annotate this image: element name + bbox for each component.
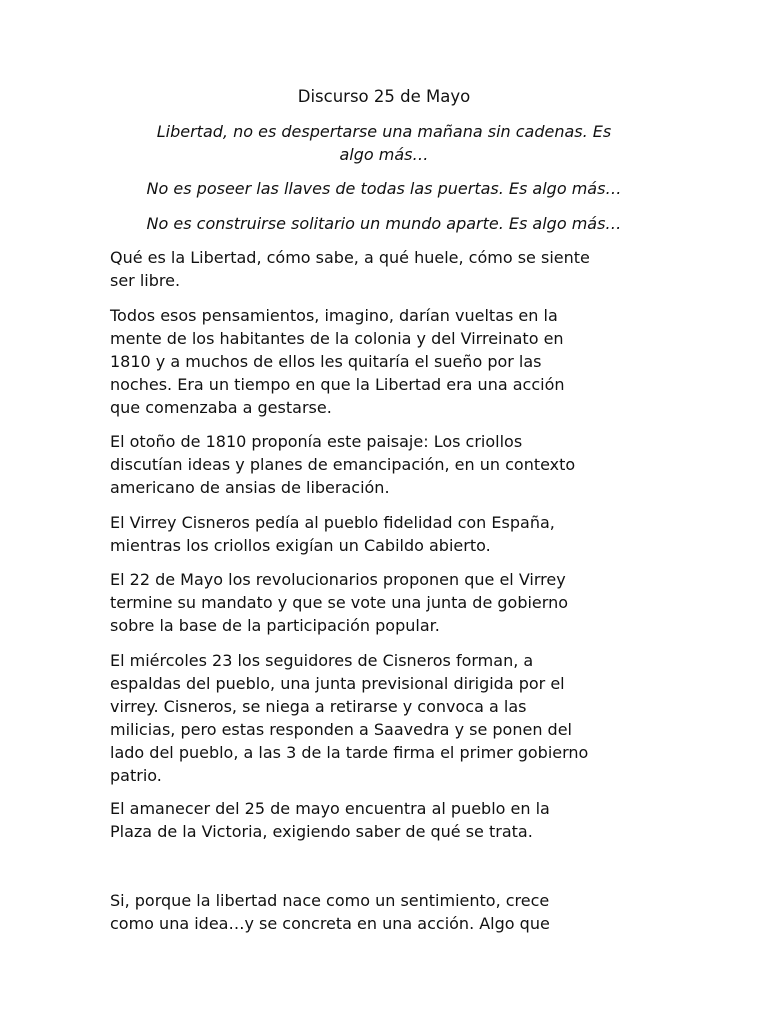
epigraph-paragraph-2 (108, 177, 660, 200)
text-line: discutían ideas y planes de emancipación, en un contexto (110, 455, 576, 474)
text-line: que comenzaba a gestarse. (110, 398, 332, 417)
text-line: No es poseer las llaves de todas las puertas. Es algo más… (146, 179, 622, 198)
epigraph-paragraph-3 (108, 212, 660, 235)
text-line: Todos esos pensamientos, imagino, darían vueltas en la (110, 306, 558, 325)
text-line: Qué es la Libertad, cómo sabe, a qué huele, cómo se siente (110, 248, 590, 267)
text-line: El miércoles 23 los seguidores de Cisneros forman, a (110, 651, 534, 670)
document-title: Discurso 25 de Mayo (297, 87, 471, 106)
body-paragraph-4 (110, 511, 660, 557)
body-paragraph-5 (110, 568, 660, 637)
text-line: americano de ansias de liberación. (110, 478, 390, 497)
body-paragraph-3 (110, 430, 660, 499)
body-paragraph-6 (110, 649, 660, 787)
body-paragraph-2 (110, 304, 660, 419)
epigraph-paragraph-1 (108, 120, 660, 166)
text-line: noches. Era un tiempo en que la Libertad era una acción (110, 375, 565, 394)
text-line: sobre la base de la participación popular. (110, 616, 440, 635)
text-line: El amanecer del 25 de mayo encuentra al pueblo en la (110, 799, 550, 818)
text-line: como una idea…y se concreta en una acción. Algo que (110, 914, 550, 933)
text-line: 1810 y a muchos de ellos les quitaría el sueño por las (110, 352, 542, 371)
body-paragraph-1 (110, 246, 660, 292)
text-line: Libertad, no es despertarse una mañana sin cadenas. Es (156, 122, 612, 141)
text-line: ser libre. (110, 271, 181, 290)
text-line: El 22 de Mayo los revolucionarios proponen que el Virrey (110, 570, 566, 589)
text-line: virrey. Cisneros, se niega a retirarse y convoca a las (110, 697, 527, 716)
text-line: Plaza de la Victoria, exigiendo saber de qué se trata. (110, 822, 533, 841)
body-paragraph-7 (110, 797, 660, 843)
text-line: termine su mandato y que se vote una junta de gobierno (110, 593, 568, 612)
text-line: lado del pueblo, a las 3 de la tarde firma el primer gobierno (110, 743, 589, 762)
text-line: El otoño de 1810 proponía este paisaje: Los criollos (110, 432, 523, 451)
body-paragraph-8 (110, 889, 660, 935)
text-line: No es construirse solitario un mundo aparte. Es algo más… (146, 214, 622, 233)
text-line: mente de los habitantes de la colonia y del Virreinato en (110, 329, 564, 348)
text-line: algo más… (339, 145, 429, 164)
text-line: espaldas del pueblo, una junta previsional dirigida por el (110, 674, 565, 693)
text-line: milicias, pero estas responden a Saavedra y se ponen del (110, 720, 572, 739)
text-line: El Virrey Cisneros pedía al pueblo fidelidad con España, (110, 513, 555, 532)
text-line: patrio. (110, 766, 162, 785)
text-line: mientras los criollos exigían un Cabildo abierto. (110, 536, 491, 555)
text-line: Si, porque la libertad nace como un sentimiento, crece (110, 891, 550, 910)
